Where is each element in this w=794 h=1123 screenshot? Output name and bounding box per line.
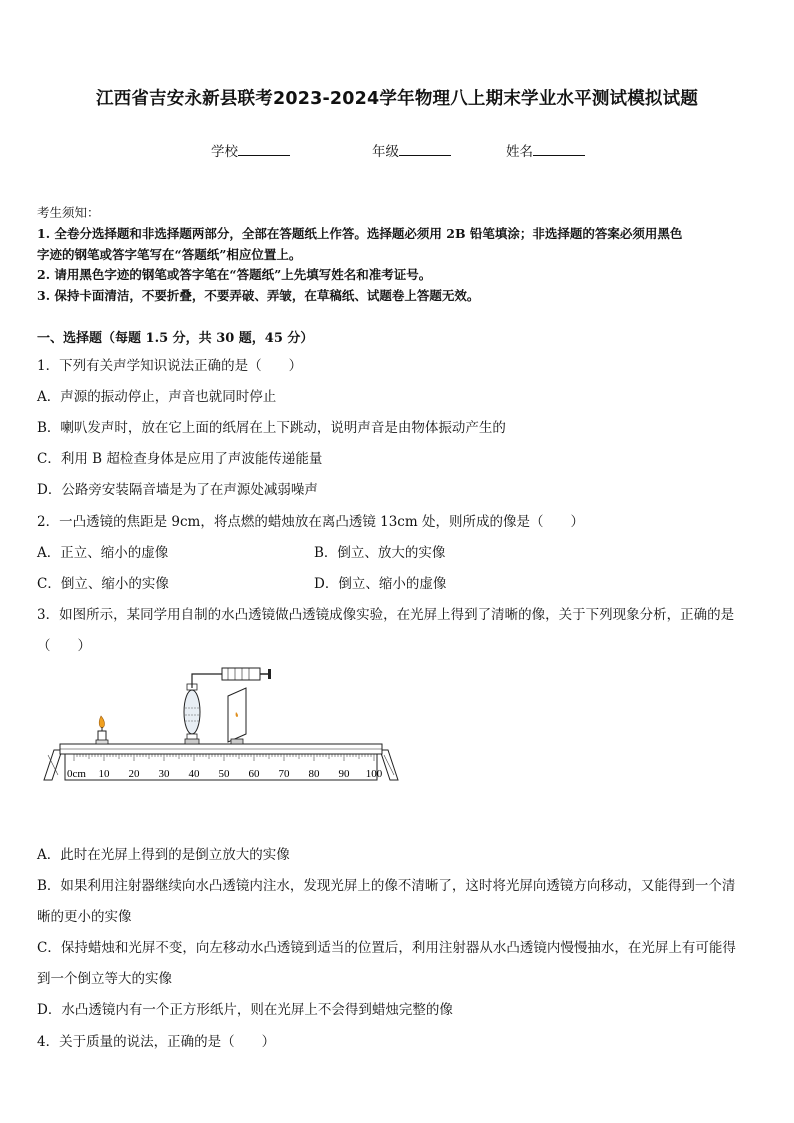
q3-stem: 3．如图所示，某同学用自制的水凸透镜做凸透镜成像实验，在光屏上得到了清晰的像，关于下列现象分析，正确的是 (37, 607, 735, 623)
notice-item-3: 3. 保持卡面清洁，不要折叠，不要弄破、弄皱，在草稿纸、试题卷上答题无效。 (37, 288, 480, 303)
scale-label: 90 (338, 768, 350, 780)
name-blank[interactable] (533, 141, 585, 156)
scale-label: 80 (308, 768, 320, 780)
school-label: 学校 (211, 144, 238, 160)
q1-stem: 1．下列有关声学知识说法正确的是（ ） (37, 358, 303, 374)
scale-label: 60 (248, 768, 260, 780)
school-field (211, 140, 290, 160)
name-label: 姓名 (506, 144, 533, 160)
q1-option-b: B．喇叭发声时，放在它上面的纸屑在上下跳动，说明声音是由物体振动产生的 (37, 420, 506, 436)
q4-stem: 4．关于质量的说法，正确的是（ ） (37, 1034, 276, 1050)
q1-option-d: D．公路旁安装隔音墙是为了在声源处减弱噪声 (37, 482, 318, 498)
q2-option-b: B．倒立、放大的实像 (314, 545, 446, 561)
scale-label: 0cm (67, 768, 86, 780)
q2-option-c: C．倒立、缩小的实像 (37, 576, 169, 592)
q3-option-a: A．此时在光屏上得到的是倒立放大的实像 (37, 847, 290, 863)
school-blank[interactable] (238, 141, 290, 156)
notice-item-2: 2. 请用黑色字迹的钢笔或答字笔在“答题纸”上先填写姓名和准考证号。 (37, 267, 432, 282)
grade-label: 年级 (372, 144, 399, 160)
optical-bench-diagram (40, 660, 405, 790)
q3-option-c: C．保持蜡烛和光屏不变，向左移动水凸透镜到适当的位置后，利用注射器从水凸透镜内慢慢抽水，在光屏上有可能得 (37, 940, 736, 956)
notice-item-1: 1. 全卷分选择题和非选择题两部分，全部在答题纸上作答。选择题必须用 2B 铅笔填涂；非选择题的答案必须用黑色 (37, 226, 683, 241)
name-field (506, 140, 585, 160)
section-heading: 一、选择题（每题 1.5 分，共 30 题，45 分） (37, 331, 314, 346)
q3-option-c-cont: 到一个倒立等大的实像 (37, 971, 172, 987)
candle (96, 716, 108, 744)
notice-item-1-cont: 字迹的钢笔或答字笔写在“答题纸”相应位置上。 (37, 247, 302, 262)
scale-label: 40 (188, 768, 200, 780)
q3-stem-cont: （ ） (37, 638, 91, 654)
scale-label: 30 (158, 768, 170, 780)
q1-option-c: C．利用 B 超检查身体是应用了声波能传递能量 (37, 451, 323, 467)
q2-stem: 2．一凸透镜的焦距是 9cm，将点燃的蜡烛放在离凸透镜 13cm 处，则所成的像是（ ） (37, 514, 584, 530)
q2-option-a: A．正立、缩小的虚像 (37, 545, 169, 561)
scale-label: 50 (218, 768, 230, 780)
grade-field (372, 140, 451, 160)
q3-option-b: B．如果利用注射器继续向水凸透镜内注水，发现光屏上的像不清晰了，这时将光屏向透镜方向移动，又能得到一个清 (37, 878, 736, 894)
notice-heading: 考生须知： (37, 205, 100, 220)
q1-option-a: A．声源的振动停止，声音也就同时停止 (37, 389, 277, 405)
q3-option-d: D．水凸透镜内有一个正方形纸片，则在光屏上不会得到蜡烛完整的像 (37, 1002, 453, 1018)
q2-option-d: D．倒立、缩小的虚像 (314, 576, 447, 592)
grade-blank[interactable] (399, 141, 451, 156)
exam-title: 江西省吉安永新县联考2023-2024学年物理八上期末学业水平测试模拟试题 (95, 89, 699, 109)
student-info-row (0, 140, 794, 160)
light-screen (228, 688, 246, 744)
scale-label: 20 (128, 768, 140, 780)
scale-label: 70 (278, 768, 290, 780)
scale-label: 100 (365, 768, 383, 780)
q3-option-b-cont: 晰的更小的实像 (37, 909, 132, 925)
scale-label: 10 (98, 768, 110, 780)
